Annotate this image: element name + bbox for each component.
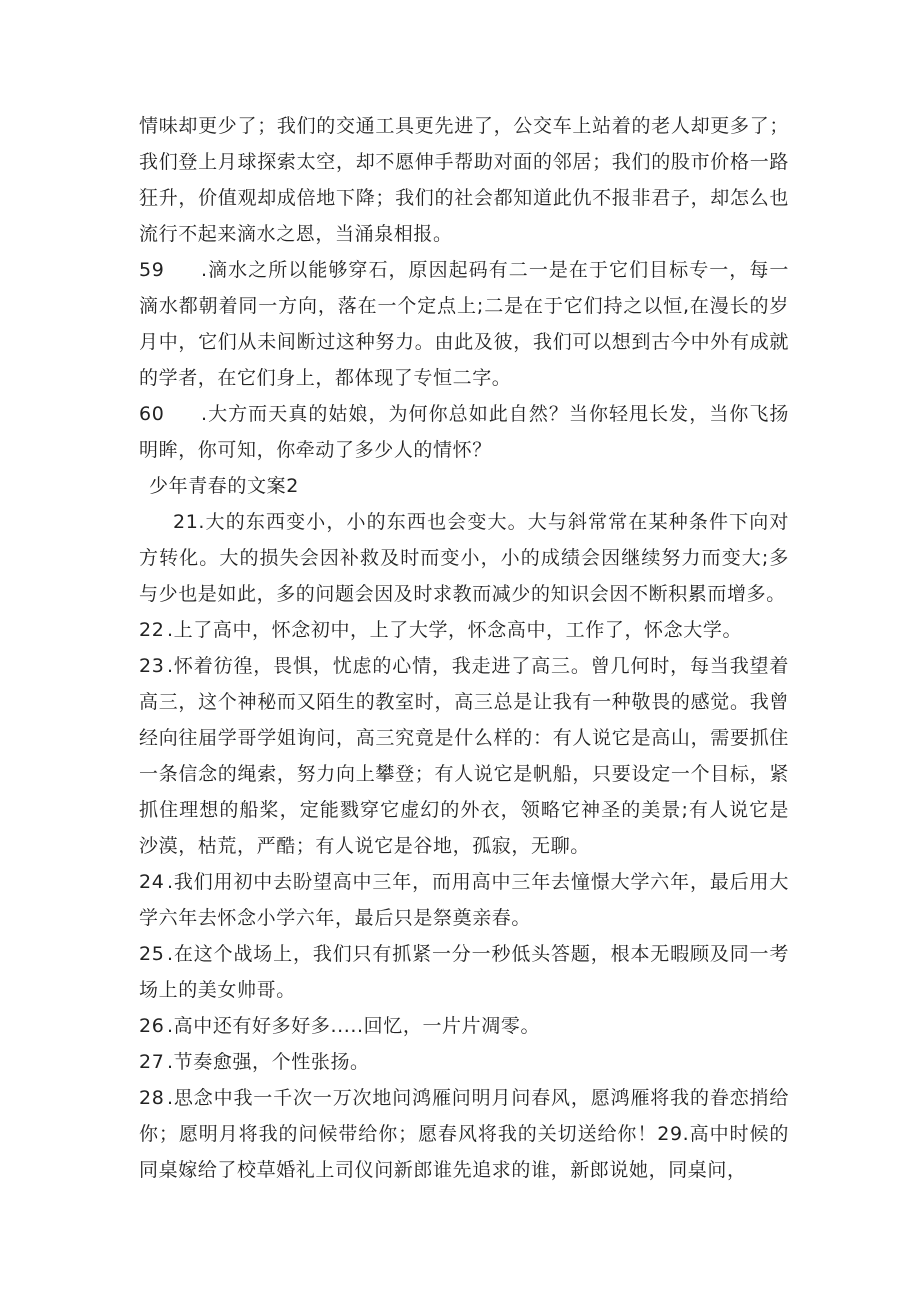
- paragraph-23: [139, 648, 789, 864]
- paragraph-text: .大方而天真的姑娘，为何你总如此自然？当你轻甩长发，当你飞扬明眸，你可知，你牵动了多少人的情怀？: [139, 403, 789, 461]
- paragraph-text: .高中还有好多好多.....回忆，一片片凋零。: [167, 1015, 541, 1037]
- paragraph-21: [139, 504, 789, 612]
- paragraph-number: 26: [139, 1015, 165, 1037]
- paragraph-text: .上了高中，怀念初中，上了大学，怀念高中，工作了，怀念大学。: [167, 619, 743, 641]
- paragraph-59: [139, 252, 789, 396]
- paragraph-number: 25: [139, 943, 165, 965]
- paragraph-26: [139, 1008, 789, 1044]
- paragraph-text: .我们用初中去盼望高中三年，而用高中三年去憧憬大学六年，最后用大学六年去怀念小学六年，最后只是祭奠亲春。: [139, 871, 789, 929]
- paragraph-number: 28: [139, 1087, 165, 1109]
- paragraph-24: [139, 864, 789, 936]
- paragraph-22: [139, 612, 789, 648]
- paragraph-27: [139, 1044, 789, 1080]
- paragraph-text: .思念中我一千次一万次地问鸿雁问明月问春风，愿鸿雁将我的眷恋捎给你；愿明月将我的问候带给你；愿春风将我的关切送给你！29.高中时候的同桌嫁给了校草婚礼上司仪问新郎谁先追求的谁，新郎说她，同桌问，: [139, 1087, 789, 1181]
- paragraph-text: 情味却更少了；我们的交通工具更先进了，公交车上站着的老人却更多了；我们登上月球探索太空，却不愿伸手帮助对面的邻居；我们的股市价格一路狂升，价值观却成倍地下降；我们的社会都知道此仇不报非君子，却怎么也流行不起来滴水之恩，当涌泉相报。: [139, 115, 789, 245]
- paragraph-text: .怀着彷徨，畏惧，忧虑的心情，我走进了高三。曾几何时，每当我望着高三，这个神秘而又陌生的教室时，高三总是让我有一种敬畏的感觉。我曾经向往届学哥学姐询问，高三究竟是什么样的：有人说它是高山，需要抓住一条信念的绳索，努力向上攀登；有人说它是帆船，只要设定一个目标，紧抓住理想的船桨，定能戮穿它虚幻的外衣，领略它神圣的美景;有人说它是沙漠，枯荒，严酷；有人说它是谷地，孤寂，无聊。: [139, 655, 789, 857]
- paragraph-text: 21.大的东西变小，小的东西也会变大。大与斜常常在某种条件下向对方转化。大的损失会因补救及时而变小，小的成绩会因继续努力而变大;多与少也是如此，多的问题会因及时求教而减少的知识会因不断积累而增多。: [139, 511, 789, 605]
- paragraph-number: 27: [139, 1051, 165, 1073]
- paragraph-28: [139, 1080, 789, 1188]
- paragraph-number: 24: [139, 871, 165, 893]
- paragraph-number: 23: [139, 655, 165, 677]
- paragraph-25: [139, 936, 789, 1008]
- paragraph-number: 22: [139, 619, 165, 641]
- paragraph-text: .节奏愈强，个性张扬。: [167, 1051, 370, 1073]
- document-body: [139, 108, 789, 1188]
- paragraph-text: .在这个战场上，我们只有抓紧一分一秒低头答题，根本无暇顾及同一考场上的美女帅哥。: [139, 943, 789, 1001]
- paragraph-continuation: [139, 108, 789, 252]
- paragraph-text: .滴水之所以能够穿石，原因起码有二一是在于它们目标专一，每一滴水都朝着同一方向，落在一个定点上;二是在于它们持之以恒,在漫长的岁月中，它们从未间断过这种努力。由此及彼，我们可以想到古今中外有成就的学者，在它们身上，都体现了专恒二字。: [139, 259, 789, 389]
- paragraph-60: [139, 396, 789, 468]
- section-title: 少年青春的文案2: [149, 475, 299, 497]
- paragraph-number: 60: [139, 403, 165, 425]
- paragraph-number: 59: [139, 259, 165, 281]
